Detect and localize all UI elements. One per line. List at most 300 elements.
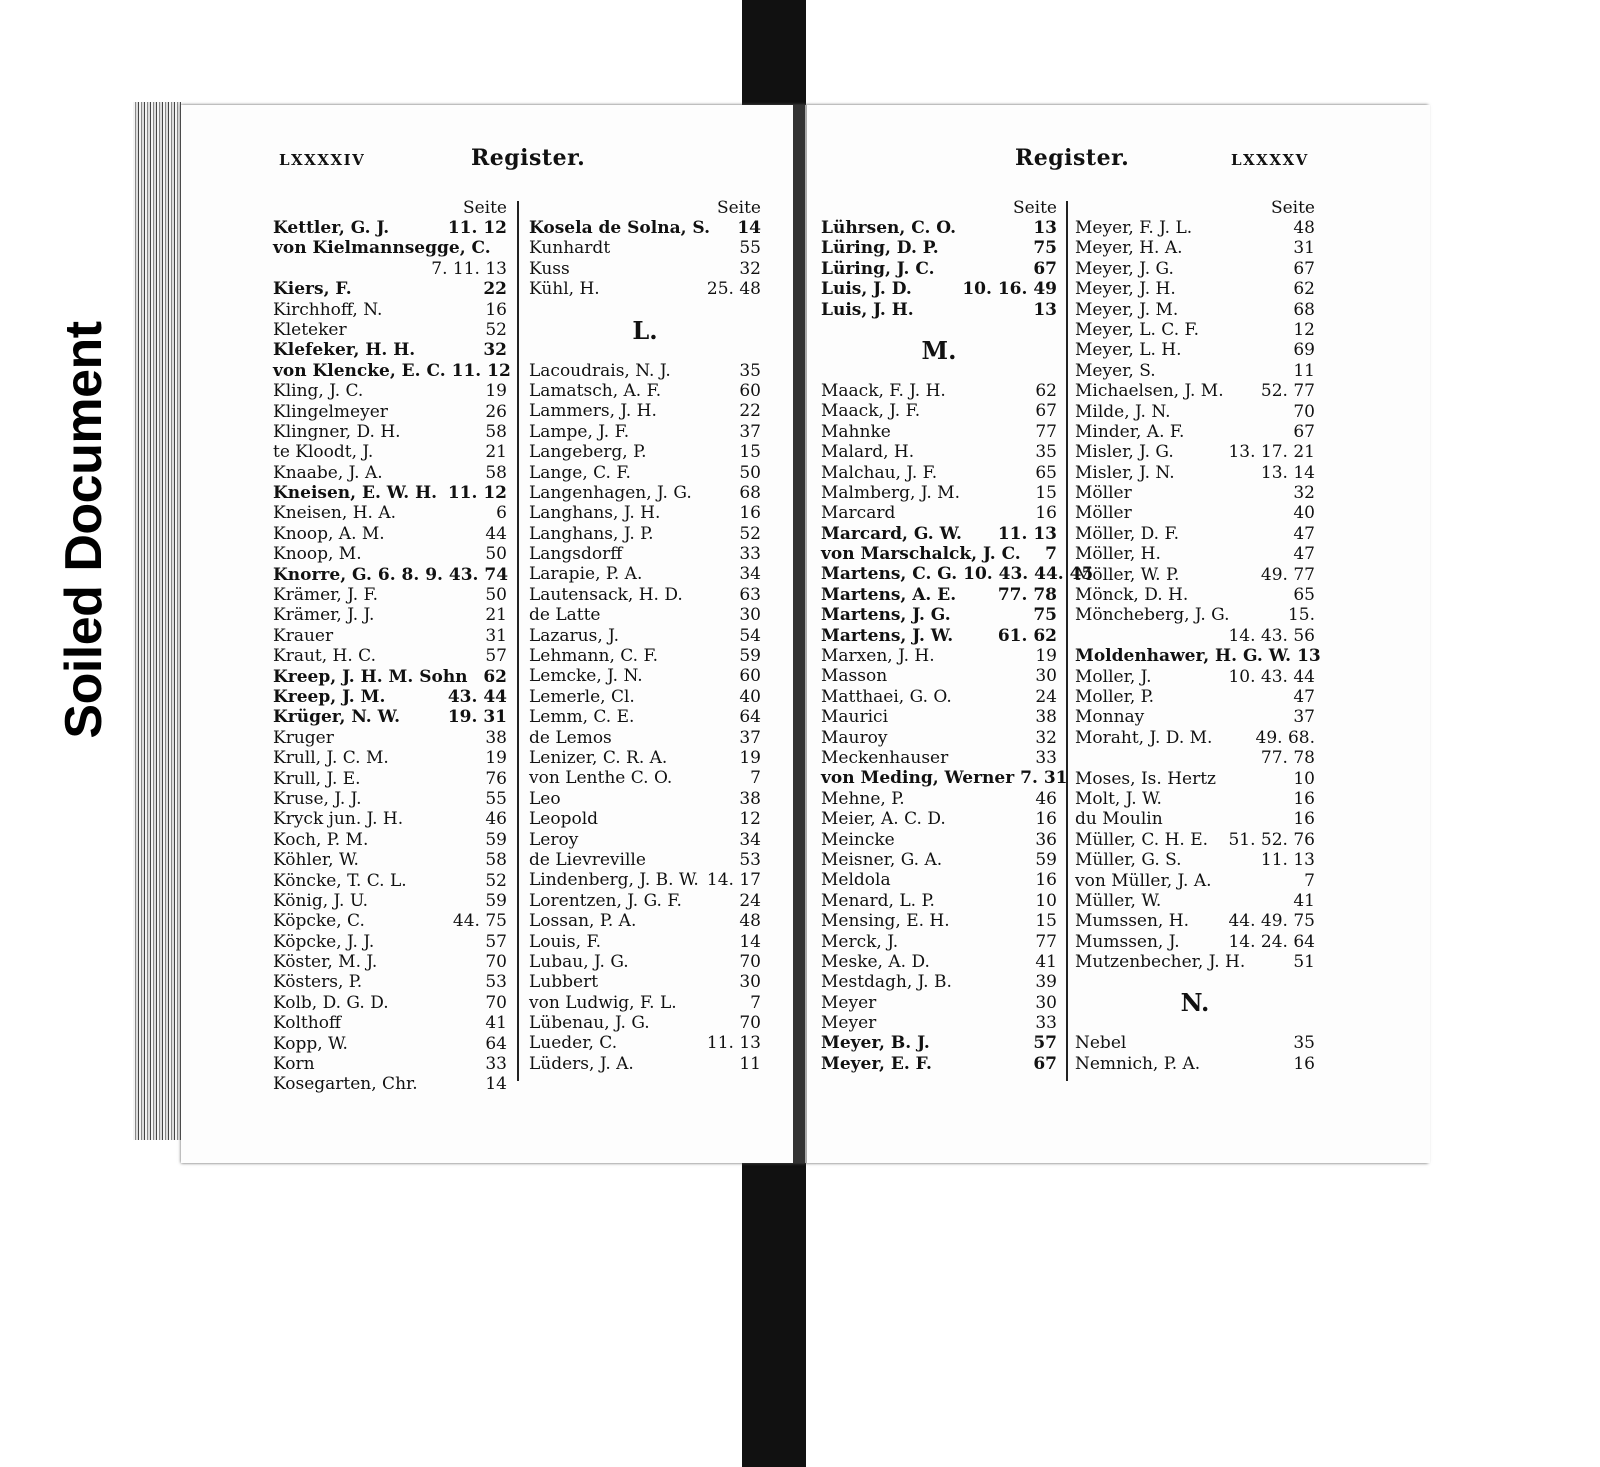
entry-name: Klefeker, H. H. — [273, 340, 416, 361]
entry-pages: 67 — [1293, 421, 1315, 442]
index-entry — [273, 605, 507, 625]
index-entry — [821, 646, 1057, 666]
entry-name: Lange, C. F. — [529, 462, 631, 483]
entry-pages: 59 — [739, 646, 761, 667]
entry-name: Misler, J. N. — [1075, 462, 1175, 483]
entry-pages: 14 — [485, 1074, 507, 1095]
entry-pages: 35 — [739, 360, 761, 381]
entry-name: Kneisen, H. A. — [273, 503, 397, 524]
index-entry — [821, 850, 1057, 870]
entry-pages: 38 — [739, 788, 761, 809]
index-entry — [821, 993, 1057, 1013]
entry-pages: 64 — [485, 1033, 507, 1054]
entry-name: Meyer, J. H. — [1075, 279, 1176, 300]
right-column-1 — [821, 198, 1094, 1074]
index-entry — [273, 585, 507, 605]
index-entry — [273, 463, 507, 483]
index-entry — [273, 503, 507, 523]
entry-name: von Meding, Werner — [821, 768, 1015, 789]
entry-pages: 53 — [485, 972, 507, 993]
entry-pages: 67 — [1293, 258, 1315, 279]
entry-name: Köpcke, J. J. — [273, 931, 375, 952]
entry-name: Lührsen, C. O. — [821, 218, 957, 238]
entry-name: Lossan, P. A. — [529, 911, 637, 932]
entry-pages: 7 — [1045, 544, 1057, 565]
index-entry — [273, 218, 507, 238]
entry-name: Moller, P. — [1075, 686, 1155, 707]
index-entry — [1075, 361, 1315, 381]
entry-pages: 13. 14 — [1260, 462, 1315, 483]
entry-pages: 65 — [1035, 462, 1057, 483]
index-entry — [529, 585, 761, 605]
entry-name: Maack, J. F. — [821, 401, 921, 422]
index-entry — [273, 422, 507, 442]
index-entry — [273, 769, 507, 789]
soiled-document-stamp — [30, 140, 138, 739]
index-entry — [821, 768, 1068, 789]
entry-name: Lüring, D. P. — [821, 238, 939, 259]
entry-name: de Lievreville — [529, 849, 646, 870]
entry-pages: 50 — [739, 462, 761, 483]
entry-name: Kettler, G. J. — [273, 218, 390, 238]
entry-pages: 15 — [1035, 482, 1057, 503]
entry-name: Kruse, J. J. — [273, 788, 362, 809]
index-entry — [273, 667, 507, 687]
entry-pages: 52. 77 — [1260, 381, 1315, 402]
entry-name: Möller, D. F. — [1075, 523, 1180, 544]
index-entry — [529, 748, 761, 768]
entry-name: Maurici — [821, 707, 889, 728]
entry-name: Meckenhauser — [821, 747, 949, 768]
entry-name: Kirchhoff, N. — [273, 299, 383, 320]
entry-name: Mauroy — [821, 727, 888, 748]
entry-pages: 41 — [1035, 951, 1057, 972]
index-entry — [821, 259, 1057, 279]
index-entry — [821, 932, 1057, 952]
index-entry — [821, 748, 1057, 768]
entry-pages: 30 — [739, 972, 761, 993]
entry-name: Meier, A. C. D. — [821, 809, 946, 830]
entry-name: Nemnich, P. A. — [1075, 1053, 1201, 1074]
index-entry — [273, 300, 507, 320]
index-entry — [273, 381, 507, 401]
index-entry — [1075, 646, 1321, 667]
entry-name: Knorre, G. — [273, 564, 372, 585]
entry-name: Kreep, J. H. M. Sohn — [273, 666, 468, 687]
entry-pages: 48 — [1293, 218, 1315, 238]
index-entry — [529, 259, 761, 279]
entry-pages: 60 — [739, 666, 761, 687]
entry-name: Kuss — [529, 258, 570, 279]
seite-header: Seite — [1012, 198, 1057, 218]
index-entry — [1075, 381, 1315, 401]
index-entry — [529, 381, 761, 401]
entry-pages: 33 — [485, 1054, 507, 1075]
entry-name: Knoop, M. — [273, 544, 362, 565]
entry-pages: 68 — [739, 482, 761, 503]
index-entry — [1075, 422, 1315, 442]
entry-name: Leo — [529, 788, 561, 809]
entry-pages: 44. 75 — [452, 911, 507, 932]
index-entry — [1075, 238, 1315, 258]
entry-pages: 19 — [485, 381, 507, 402]
entry-name: Kryck jun. J. H. — [273, 809, 404, 830]
entry-name: Kleteker — [273, 319, 347, 340]
index-entry — [529, 1054, 761, 1074]
index-entry — [529, 809, 761, 829]
entry-pages: 7 — [750, 992, 761, 1013]
entry-name: Meyer, L. H. — [1075, 340, 1182, 361]
index-entry — [1075, 605, 1315, 625]
index-entry — [1075, 1054, 1315, 1074]
index-entry — [821, 503, 1057, 523]
entry-name: Knaabe, J. A. — [273, 462, 383, 483]
entry-name: von Lenthe C. O. — [529, 768, 673, 789]
entry-pages: 11. 13 — [706, 1033, 761, 1054]
entry-name: von Marschalck, J. C. — [821, 544, 1021, 565]
entry-name: Marcard, G. W. — [821, 523, 962, 544]
index-entry — [273, 972, 507, 992]
entry-pages: 57 — [1033, 1033, 1057, 1054]
entry-name: Mahnke — [821, 421, 891, 442]
entry-pages: 41 — [1293, 890, 1315, 911]
index-entry — [273, 707, 507, 727]
entry-name: du Moulin — [1075, 809, 1163, 830]
entry-name: Mumssen, J. — [1075, 931, 1180, 952]
index-entry — [821, 1033, 1057, 1053]
index-entry — [821, 1013, 1057, 1033]
seite-header: Seite — [716, 198, 761, 218]
index-entry — [529, 218, 761, 238]
entry-name: Larapie, P. A. — [529, 564, 643, 585]
index-entry — [1075, 687, 1315, 707]
seite-header: Seite — [462, 198, 507, 218]
entry-pages: 59 — [485, 890, 507, 911]
entry-name: Malard, H. — [821, 442, 915, 463]
index-entry — [821, 626, 1057, 646]
index-entry — [529, 932, 761, 952]
entry-name: Kiers, F. — [273, 279, 352, 300]
index-entry — [273, 993, 507, 1013]
entry-name: Moldenhawer, H. G. W. — [1075, 646, 1292, 667]
entry-pages: 34 — [739, 564, 761, 585]
entry-name: Merck, J. — [821, 931, 899, 952]
entry-name: Lenizer, C. R. A. — [529, 747, 668, 768]
entry-pages: 55 — [739, 238, 761, 259]
entry-pages: 19 — [739, 747, 761, 768]
entry-pages: 12 — [739, 809, 761, 830]
index-entry — [1075, 707, 1315, 727]
entry-name: Klingelmeyer — [273, 401, 388, 422]
index-entry — [529, 361, 761, 381]
index-entry — [273, 238, 507, 258]
entry-pages: 43. 44 — [447, 686, 507, 707]
entry-name: Monnay — [1075, 707, 1145, 728]
index-entry — [821, 728, 1057, 748]
entry-pages: 22 — [483, 279, 507, 300]
entry-name: Martens, J. G. — [821, 605, 951, 626]
binding-strip-bottom — [742, 1163, 806, 1467]
index-entry — [529, 728, 761, 748]
entry-pages: 32 — [739, 258, 761, 279]
index-entry — [273, 871, 507, 891]
entry-pages: 36 — [1035, 829, 1057, 850]
entry-pages: 31 — [1293, 238, 1315, 259]
entry-pages: 47 — [1293, 686, 1315, 707]
left-page — [181, 105, 795, 1163]
entry-name: Malmberg, J. M. — [821, 482, 960, 503]
entry-pages: 46 — [1035, 788, 1057, 809]
index-entry — [1075, 442, 1315, 462]
index-entry — [529, 707, 761, 727]
index-entry — [529, 605, 761, 625]
index-entry — [273, 789, 507, 809]
entry-name: Lamatsch, A. F. — [529, 380, 662, 401]
index-entry — [529, 952, 761, 972]
entry-pages: 64 — [739, 707, 761, 728]
entry-name: Kolb, D. G. D. — [273, 992, 389, 1013]
entry-pages: 57 — [485, 646, 507, 667]
entry-name: Marxen, J. H. — [821, 646, 935, 667]
entry-name: Korn — [273, 1054, 315, 1075]
entry-pages: 32 — [483, 340, 507, 361]
right-folio: LXXXXV — [1231, 151, 1309, 169]
index-entry — [273, 809, 507, 829]
entry-pages: 37 — [739, 421, 761, 442]
entry-pages: 32 — [1293, 483, 1315, 504]
index-entry-continuation — [1075, 748, 1315, 768]
entry-pages: 67 — [1033, 258, 1057, 279]
index-entry — [273, 952, 507, 972]
entry-name: Möller — [1075, 503, 1132, 524]
entry-pages: 32 — [1035, 727, 1057, 748]
entry-name: Mestdagh, J. B. — [821, 972, 952, 993]
index-entry — [1075, 565, 1315, 585]
entry-pages: 33 — [739, 544, 761, 565]
index-entry — [1075, 402, 1315, 422]
entry-name: Möller, W. P. — [1075, 564, 1180, 585]
entry-pages: 70 — [485, 952, 507, 973]
entry-name: Moraht, J. D. M. — [1075, 727, 1213, 748]
entry-name: Möller — [1075, 483, 1132, 504]
index-entry — [529, 666, 761, 686]
entry-name: Martens, J. W. — [821, 625, 954, 646]
entry-name: Meyer — [821, 992, 877, 1013]
entry-pages: 15 — [739, 442, 761, 463]
index-entry — [273, 1013, 507, 1033]
right-column-2 — [1075, 198, 1321, 1074]
entry-pages: 11. 13 — [997, 523, 1057, 544]
index-entry — [821, 870, 1057, 890]
entry-name: Kopp, W. — [273, 1033, 348, 1054]
entry-name: Müller, G. S. — [1075, 850, 1182, 871]
entry-pages: 10 — [1293, 768, 1315, 789]
entry-pages: 22 — [739, 401, 761, 422]
entry-pages: 47 — [1293, 523, 1315, 544]
entry-pages: 38 — [485, 727, 507, 748]
entry-name: Marcard — [821, 503, 896, 524]
index-entry — [529, 687, 761, 707]
entry-pages: 70 — [1293, 401, 1315, 422]
index-entry — [273, 524, 507, 544]
index-entry — [273, 911, 507, 931]
entry-name: Lübenau, J. G. — [529, 1013, 650, 1034]
entry-name: Langenhagen, J. G. — [529, 482, 692, 503]
index-entry — [529, 1013, 761, 1033]
entry-name: Matthaei, G. O. — [821, 686, 952, 707]
entry-name: Langeberg, P. — [529, 442, 647, 463]
entry-name: Meyer, E. F. — [821, 1053, 932, 1074]
index-entry — [821, 218, 1057, 238]
entry-name: Minder, A. F. — [1075, 421, 1185, 442]
index-entry — [529, 442, 761, 462]
index-entry — [1075, 769, 1315, 789]
index-entry — [821, 463, 1057, 483]
entry-pages: 51. 52. 76 — [1228, 829, 1315, 850]
index-entry — [529, 524, 761, 544]
entry-name: Molt, J. W. — [1075, 788, 1162, 809]
right-running-head: Register. — [1015, 145, 1130, 171]
entry-name: Krüger, N. W. — [273, 707, 401, 728]
entry-name: de Latte — [529, 605, 601, 626]
left-folio: LXXXXIV — [279, 151, 366, 169]
entry-pages: 61. 62 — [997, 625, 1057, 646]
entry-pages: 77. 78 — [997, 584, 1057, 605]
index-entry — [273, 320, 507, 340]
entry-name: Langhans, J. P. — [529, 523, 654, 544]
index-entry-continuation — [1075, 626, 1315, 646]
entry-pages: 15 — [1035, 911, 1057, 932]
entry-pages: 14. 43. 56 — [1228, 625, 1315, 646]
entry-name: Mönck, D. H. — [1075, 585, 1189, 606]
entry-name: Krämer, J. F. — [273, 585, 379, 606]
index-entry — [1075, 850, 1315, 870]
index-entry — [821, 442, 1057, 462]
entry-pages: 77 — [1035, 421, 1057, 442]
entry-pages: 11 — [1293, 360, 1315, 381]
entry-pages: 59 — [1035, 849, 1057, 870]
entry-name: Louis, F. — [529, 931, 601, 952]
entry-name: Luis, J. D. — [821, 279, 912, 300]
index-entry — [821, 830, 1057, 850]
entry-pages: 67 — [1035, 401, 1057, 422]
entry-pages: 44. 49. 75 — [1228, 911, 1315, 932]
entry-name: Koch, P. M. — [273, 829, 369, 850]
index-entry — [273, 728, 507, 748]
entry-pages: 77 — [1035, 931, 1057, 952]
entry-pages: 11. 12 — [451, 360, 511, 381]
section-letter: M. — [921, 335, 957, 365]
entry-name: von Ludwig, F. L. — [529, 992, 677, 1013]
entry-pages: 11 — [739, 1053, 761, 1074]
entry-pages: 19. 31 — [447, 707, 507, 728]
entry-name: Möller, H. — [1075, 544, 1161, 565]
entry-name: Michaelsen, J. M. — [1075, 381, 1224, 402]
page-edges — [133, 102, 181, 1140]
index-entry — [529, 911, 761, 931]
entry-pages: 40 — [739, 686, 761, 707]
entry-pages: 14 — [739, 931, 761, 952]
entry-name: Klingner, D. H. — [273, 421, 401, 442]
entry-pages: 13 — [1297, 646, 1321, 667]
entry-pages: 70 — [485, 992, 507, 1013]
entry-name: Lindenberg, J. B. W. — [529, 870, 699, 891]
entry-pages: 52 — [485, 870, 507, 891]
index-entry — [821, 279, 1057, 299]
index-entry — [1075, 667, 1315, 687]
entry-name: Malchau, J. F. — [821, 462, 938, 483]
index-entry — [821, 585, 1057, 605]
entry-name: Meyer — [821, 1013, 877, 1034]
entry-name: Lazarus, J. — [529, 625, 620, 646]
entry-name: Lacoudrais, N. J. — [529, 360, 671, 381]
index-entry — [1075, 830, 1315, 850]
entry-name: Köhler, W. — [273, 850, 359, 871]
entry-name: Krull, J. C. M. — [273, 748, 389, 769]
book-gutter — [793, 105, 805, 1163]
left-column-rule — [517, 201, 519, 1081]
index-entry — [273, 442, 507, 462]
entry-name: Meyer, J. M. — [1075, 299, 1179, 320]
section-letter: N. — [1180, 988, 1210, 1018]
index-entry — [273, 891, 507, 911]
index-entry — [1075, 871, 1315, 891]
entry-name: Lueder, C. — [529, 1033, 618, 1054]
entry-pages: 41 — [485, 1013, 507, 1034]
entry-name: Kreep, J. M. — [273, 686, 386, 707]
entry-name: Meldola — [821, 870, 891, 891]
entry-name: Meyer, S. — [1075, 360, 1156, 381]
index-entry — [529, 279, 761, 299]
entry-pages: 51 — [1293, 952, 1315, 973]
open-book — [181, 105, 1428, 1163]
index-entry — [529, 789, 761, 809]
entry-pages: 7 — [750, 768, 761, 789]
entry-name: Krauer — [273, 625, 334, 646]
entry-pages: 62 — [1035, 380, 1057, 401]
seite-header: Seite — [1270, 198, 1315, 218]
index-entry — [273, 483, 507, 503]
index-entry — [1075, 483, 1315, 503]
index-entry — [1075, 585, 1315, 605]
index-entry — [821, 564, 1094, 585]
entry-pages: 68 — [1293, 299, 1315, 320]
entry-pages: 75 — [1033, 238, 1057, 259]
entry-pages: 21 — [485, 442, 507, 463]
index-entry — [1075, 218, 1315, 238]
index-entry — [273, 340, 507, 360]
index-entry — [821, 891, 1057, 911]
index-entry — [529, 483, 761, 503]
section-letter: L. — [632, 315, 658, 345]
entry-pages: 60 — [739, 380, 761, 401]
index-entry — [273, 626, 507, 646]
entry-pages: 15. — [1287, 605, 1315, 626]
entry-name: Meske, A. D. — [821, 951, 930, 972]
entry-name: Lehmann, C. F. — [529, 646, 659, 667]
index-entry — [273, 830, 507, 850]
index-entry — [529, 830, 761, 850]
index-entry — [1075, 911, 1315, 931]
index-entry — [1075, 259, 1315, 279]
entry-name: Langsdorff — [529, 544, 623, 565]
entry-name: von Kielmannsegge, C. — [273, 238, 491, 259]
entry-pages: 50 — [485, 585, 507, 606]
entry-pages: 38 — [1035, 707, 1057, 728]
entry-pages: 40 — [1293, 503, 1315, 524]
index-entry — [1075, 544, 1315, 564]
index-entry — [1075, 300, 1315, 320]
